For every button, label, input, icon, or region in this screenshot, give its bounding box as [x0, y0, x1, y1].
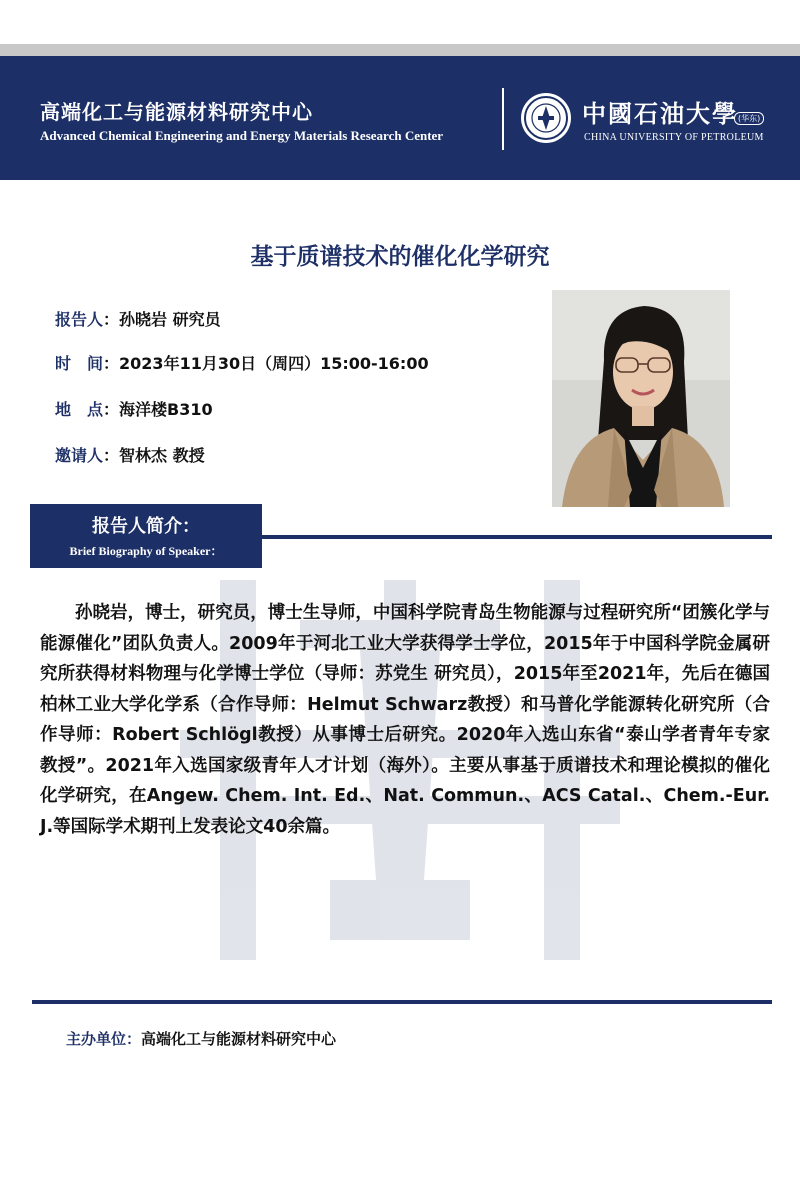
top-gray-strip — [0, 44, 800, 56]
host-value: 高端化工与能源材料研究中心 — [141, 1030, 337, 1048]
host-row — [66, 1028, 336, 1049]
speaker-row — [55, 307, 221, 330]
header-divider — [502, 88, 504, 150]
place-separator: ： — [103, 400, 120, 419]
speaker-label: 报告人 — [55, 310, 104, 329]
inviter-row — [55, 443, 205, 466]
place-label: 地 点 — [55, 400, 104, 419]
university-seal-icon — [520, 92, 572, 144]
bio-heading-cn: 报告人简介： — [92, 516, 200, 537]
speaker-value: 孙晓岩 研究员 — [119, 310, 221, 329]
bio-heading-en: Brief Biography of Speaker： — [69, 544, 223, 558]
bio-paragraph: 孙晓岩，博士，研究员，博士生导师，中国科学院青岛生物能源与过程研究所“团簇化学与能源催化”团队负责人。2009年于河北工业大学获得学士学位，2015年于中国科学院金属研究所获得材料物理与化学博士学位（导师：苏党生 研究员），2015年至2021年，先后在德国柏林工业大学化学系（合作导师：Helmut Schwarz教授）和马普化学能源转化研究所（合作导师：Robert Schlögl教授）从事博士后研究。2020年入选山东省“泰山学者青年专家教授”。2021年入选国家级青年人才计划（海外）。主要从事基于质谱技术和理论模拟的催化化学研究，在Angew. Chem. Int. Ed.、Nat. Commun.、ACS Catal.、Chem.-Eur. J.等国际学术期刊上发表论文40余篇。 — [40, 603, 770, 837]
time-label: 时 间 — [55, 354, 104, 373]
header-banner — [0, 56, 800, 180]
inviter-separator: ： — [103, 446, 120, 465]
speaker-photo — [552, 290, 730, 507]
university-campus-tag: (华东) — [734, 112, 764, 125]
time-separator: ： — [103, 354, 120, 373]
footer-rule — [32, 1000, 772, 1004]
university-name-en: CHINA UNIVERSITY OF PETROLEUM — [584, 132, 764, 143]
center-name-en: Advanced Chemical Engineering and Energy Materials Research Center — [40, 128, 444, 143]
host-label: 主办单位： — [66, 1030, 142, 1048]
time-value: 2023年11月30日（周四）15:00-16:00 — [119, 354, 429, 373]
place-value: 海洋楼B310 — [119, 400, 213, 419]
inviter-value: 智林杰 教授 — [119, 446, 205, 465]
center-name-cn: 高端化工与能源材料研究中心 — [40, 100, 313, 124]
inviter-label: 邀请人 — [55, 446, 104, 465]
speaker-separator: ： — [103, 310, 120, 329]
bio-heading-rule — [262, 535, 772, 539]
place-row — [55, 397, 213, 420]
time-row — [55, 351, 429, 374]
talk-title: 基于质谱技术的催化化学研究 — [250, 244, 550, 270]
university-name-cn: 中國石油大學 — [582, 99, 738, 128]
bio-heading-badge — [30, 504, 262, 568]
